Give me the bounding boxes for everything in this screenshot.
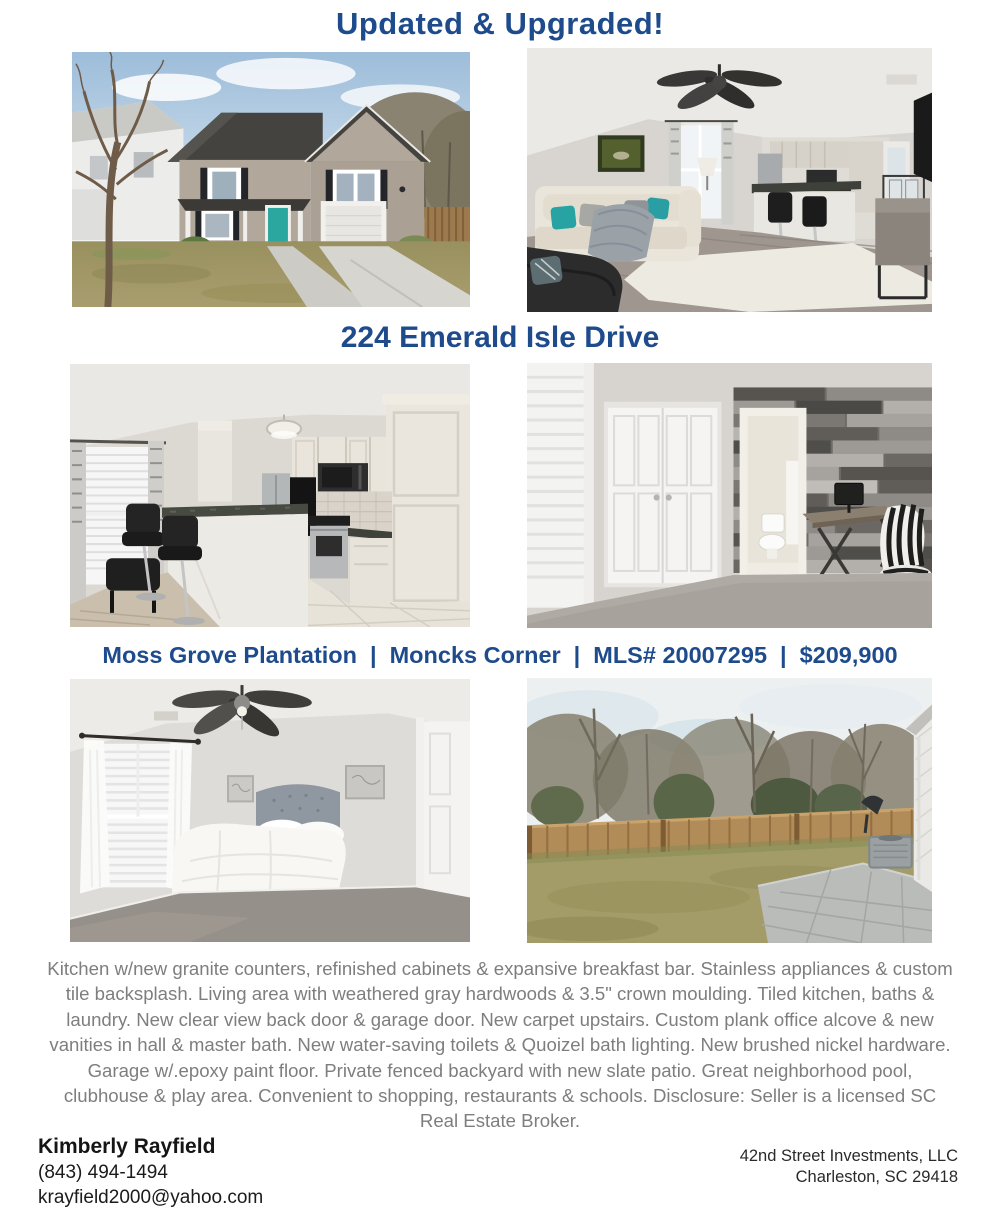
separator: | (780, 642, 787, 668)
photo-living-room (527, 48, 932, 312)
door (416, 717, 470, 897)
kitchen-illustration (70, 364, 470, 627)
address-title: 224 Emerald Isle Drive (340, 321, 660, 354)
soffit-column (198, 421, 232, 502)
house-exterior-illustration (72, 52, 470, 307)
office-alcove-illustration (527, 363, 932, 628)
wall-art (598, 135, 645, 172)
backyard-illustration (527, 678, 932, 943)
agent-contact-block (38, 1133, 263, 1210)
company-name: 42nd Street Investments, LLC (739, 1147, 958, 1165)
bedroom-illustration (70, 679, 470, 942)
agent-phone: (843) 494-1494 (38, 1162, 168, 1183)
main-title: Updated & Upgraded! (335, 6, 665, 41)
photo-kitchen (70, 364, 470, 627)
details-line (0, 642, 1000, 669)
ac-unit (869, 835, 912, 868)
price: $209,900 (799, 642, 898, 668)
property-description: Kitchen w/new granite counters, refinished cabinets & expansive breakfast bar. Stainless appliances & custom tile backsplash. Living area with weathered gray hardwoods & 3.5" crown moulding. Tiled kitchen, baths & laundry. New clear view back door & garage door. New carpet upstairs. Custom plank office alcove & new vanities in hall & master bath. New water-saving toilets & Quoizel bath lighting. New brushed nickel hardware. Garage w/.epoxy paint floor. Private fenced backyard with new slate patio. Great neighborhood pool, clubhouse & play area. Convenient to shopping, restaurants & schools. Disclosure: Seller is a licensed SC Real Estate Broker. (47, 958, 953, 1132)
mls-number: MLS# 20007295 (593, 642, 768, 668)
photo-office-alcove (527, 363, 932, 628)
agent-name: Kimberly Rayfield (38, 1135, 216, 1158)
main-house (168, 105, 431, 246)
city-name: Moncks Corner (389, 642, 561, 668)
photo-house-exterior (72, 52, 470, 307)
separator: | (573, 642, 581, 668)
neighbor-house (72, 101, 183, 240)
closet-double-doors (604, 402, 721, 588)
agent-email: krayfield2000@yahoo.com (38, 1187, 264, 1208)
neighborhood-name: Moss Grove Plantation (102, 642, 358, 668)
side-fence (424, 207, 470, 246)
bathroom-doorway (740, 408, 807, 579)
company-location: Charleston, SC 29418 (795, 1168, 958, 1186)
separator: | (370, 642, 377, 668)
living-room-illustration (527, 48, 932, 312)
photo-bedroom (70, 679, 470, 942)
tv-edge (914, 93, 932, 182)
photo-backyard (527, 678, 932, 943)
company-block (740, 1146, 958, 1188)
window (527, 363, 594, 616)
